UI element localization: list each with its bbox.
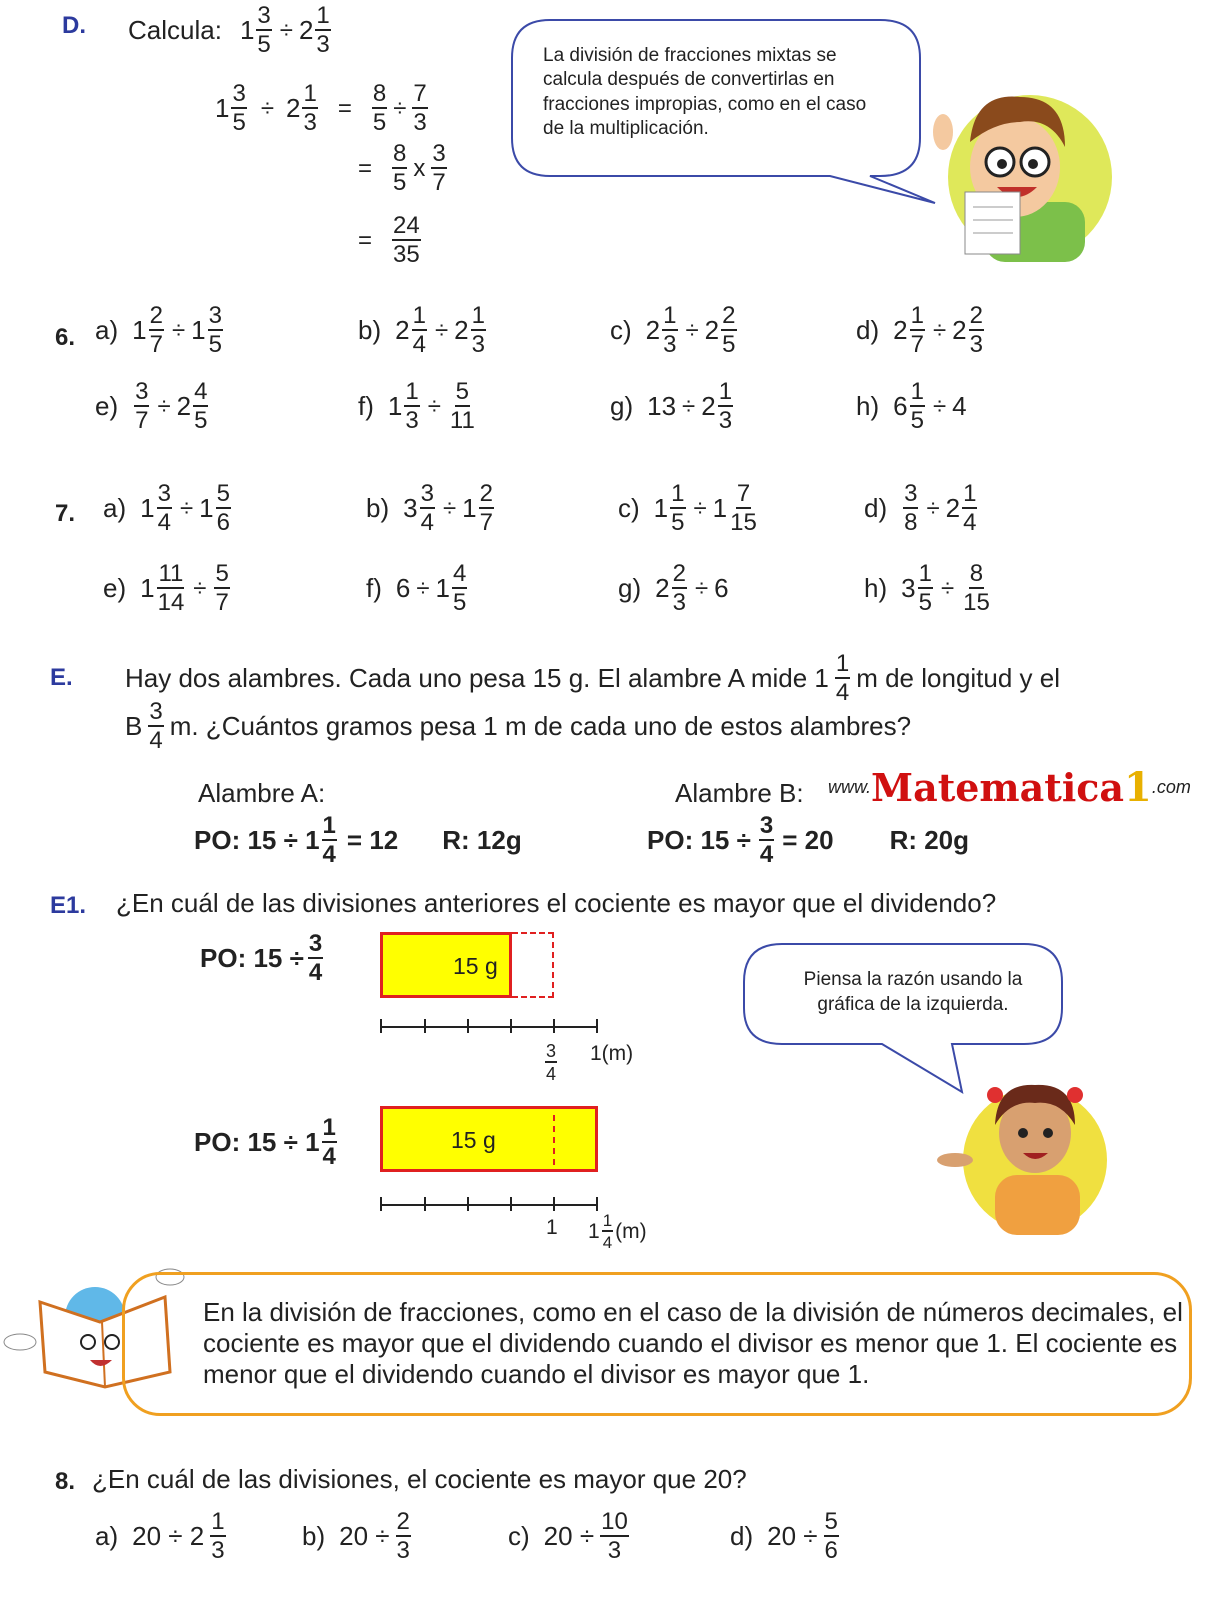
whole: 2 <box>645 315 661 345</box>
section-e1-question: ¿En cuál de las divisiones anteriores el cociente es mayor que el dividendo? <box>116 888 997 918</box>
boy-teacher-illustration <box>925 72 1115 262</box>
step-2: = $\frac{8}{5}$ x 3 7 <box>358 140 446 196</box>
whole: 6 <box>714 573 729 603</box>
whole: 2 <box>704 315 720 345</box>
exercise-item <box>103 562 232 615</box>
tick <box>467 1197 469 1211</box>
fraction: $\frac{1}{4}$ <box>412 302 426 358</box>
tick <box>510 1197 512 1211</box>
fraction: $\frac{3}{7}$ <box>135 378 149 434</box>
divide-sign: ÷ <box>171 316 186 344</box>
fraction: 1 4 <box>963 480 977 536</box>
divide-sign: ÷ <box>685 316 699 344</box>
note-box <box>122 1272 1192 1416</box>
whole: 1 <box>462 493 477 523</box>
whole: 13 <box>647 391 677 421</box>
item-letter: f) <box>366 573 382 603</box>
ex7-number: 7. <box>55 500 76 527</box>
section-d-problem <box>128 4 333 57</box>
girl-illustration <box>935 1065 1120 1235</box>
number-line-2 <box>380 1204 598 1206</box>
whole: 1 <box>435 573 450 603</box>
tick <box>467 1019 469 1033</box>
fraction: $\frac{3}{4}$ <box>420 480 434 536</box>
whole: 2 <box>176 391 192 421</box>
item-letter: a) <box>95 315 119 345</box>
whole: 2 <box>454 315 469 345</box>
divide-sign: ÷ <box>434 316 449 344</box>
fraction: $\frac{2}{3}$ <box>396 1508 410 1564</box>
divide-sign: ÷ <box>932 392 947 420</box>
dashed-extension <box>512 932 554 998</box>
prompt-text: Calcula: <box>128 15 222 45</box>
ex8-item: c) 20 ÷ $\frac{10}{3}$ <box>508 1508 628 1564</box>
item-letter: a) <box>103 493 127 523</box>
exercise-item <box>856 304 986 357</box>
section-e1-label: E1. <box>50 892 87 919</box>
tick <box>553 1197 555 1211</box>
fraction: 2 3 <box>969 302 983 358</box>
fraction: $\frac{3}{8}$ <box>904 480 918 536</box>
whole: 1 <box>239 15 255 45</box>
ex8-question: ¿En cuál de las divisiones, el cociente es mayor que 20? <box>92 1464 747 1494</box>
fraction: 7 15 <box>730 480 757 536</box>
bar-label: 15 g <box>453 953 498 979</box>
tick <box>424 1197 426 1211</box>
fraction: $\frac{3}{4}$ <box>157 480 171 536</box>
wire-a-title: Alambre A: <box>198 778 326 808</box>
whole: 1 <box>712 493 728 523</box>
exercise-item <box>358 380 478 433</box>
exercise-item <box>864 482 979 535</box>
fraction: $\frac{1}{3}$ <box>405 378 419 434</box>
section-e-line2: B 3 4 m. ¿Cuántos gramos pesa 1 m de cada uno de estos alambres? <box>125 698 912 754</box>
divide-sign: ÷ <box>682 392 696 420</box>
fraction: $\frac{11}{14}$ <box>157 560 185 616</box>
fraction: 2 5 <box>722 302 736 358</box>
whole: 3 <box>403 493 418 523</box>
fraction: $\frac{10}{3}$ <box>601 1508 628 1564</box>
whole: 1 <box>132 315 147 345</box>
wire-b-po: PO: 15 ÷ $\frac{3}{4}$ = 20 R: 20g <box>647 812 970 868</box>
whole: 6 <box>893 391 908 421</box>
fraction: $\frac{3}{5}$ <box>257 2 271 58</box>
divide-sign: ÷ <box>157 392 171 420</box>
fraction: 1 3 <box>211 1508 225 1564</box>
fraction: $\frac{5}{7}$ <box>215 560 229 616</box>
tick <box>380 1019 382 1033</box>
fraction: $\frac{2}{7}$ <box>149 302 163 358</box>
fraction: 2 7 <box>479 480 493 536</box>
fraction: $\frac{1}{3}$ <box>663 302 677 358</box>
fraction: $\frac{1}{7}$ <box>910 302 924 358</box>
exercise-item <box>103 482 233 535</box>
ex6-number: 6. <box>55 324 76 351</box>
dashed-marker <box>553 1115 555 1165</box>
weight-bar-2 <box>380 1106 598 1172</box>
fraction: $\frac{1}{5}$ <box>918 560 932 616</box>
fraction: $\frac{1}{5}$ <box>910 378 924 434</box>
item-letter: c) <box>618 493 640 523</box>
item-letter: d) <box>864 493 888 523</box>
op: ÷ <box>279 16 293 44</box>
whole: 2 <box>395 315 410 345</box>
note-text: En la división de fracciones, como en el caso de la división de números decimales, el cociente es mayor que el dividendo cuando el divisor es menor que 1. El cociente es menor que el dividendo cuando el divisor es mayor que 1. <box>203 1297 1183 1390</box>
ex8-item: b) 20 ÷ $\frac{2}{3}$ <box>302 1508 410 1564</box>
divide-sign: ÷ <box>427 392 441 420</box>
step-3: = $\frac{24}{35}$ <box>358 212 420 268</box>
tick <box>553 1019 555 1033</box>
tick-label-1: 1 <box>546 1216 558 1239</box>
divide-sign: ÷ <box>694 574 709 602</box>
tick <box>380 1197 382 1211</box>
whole: 3 <box>901 573 916 603</box>
item-letter: d) <box>856 315 880 345</box>
divide-sign: ÷ <box>693 494 707 522</box>
divide-sign: ÷ <box>932 316 947 344</box>
tick <box>596 1019 598 1033</box>
item-letter: g) <box>618 573 642 603</box>
tick <box>596 1197 598 1211</box>
exercise-item <box>864 562 993 615</box>
fraction: 1 3 <box>316 2 330 58</box>
weight-bar-1 <box>380 932 512 998</box>
bar-label: 15 g <box>451 1127 496 1153</box>
exercise-item <box>856 380 967 433</box>
item-letter: f) <box>358 391 374 421</box>
divide-sign: ÷ <box>940 574 955 602</box>
divide-sign: ÷ <box>442 494 457 522</box>
ex8-number: 8. <box>55 1468 76 1495</box>
exercise-item <box>358 304 488 357</box>
item-letter: e) <box>103 573 127 603</box>
item-letter: b) <box>358 315 382 345</box>
exercise-item <box>95 304 225 357</box>
whole: 2 <box>893 315 908 345</box>
ex8-item: a) 20 ÷ 2 1 3 <box>95 1508 225 1564</box>
exercise-item <box>95 380 210 433</box>
divide-sign: ÷ <box>416 574 430 602</box>
wire-a-po: PO: 15 ÷ 1 $\frac{1}{4}$ = 12 R: 12g <box>194 812 522 868</box>
item-letter: h) <box>856 391 880 421</box>
tick <box>424 1019 426 1033</box>
tick-label-3-4: $\frac{3}{4}$ <box>546 1041 557 1084</box>
whole: 1 <box>653 493 669 523</box>
wire-b-title: Alambre B: <box>675 778 804 808</box>
whole: 2 <box>655 573 670 603</box>
whole: 1 <box>387 391 403 421</box>
exercise-item <box>366 482 496 535</box>
fraction: $\frac{2}{3}$ <box>672 560 686 616</box>
fraction: $\frac{5}{11}$ <box>449 378 475 434</box>
fraction: $\frac{5}{6}$ <box>824 1508 838 1564</box>
tick-label-end-2: 1 1 4 (m) <box>588 1211 647 1252</box>
exercise-item <box>618 482 760 535</box>
whole: 2 <box>701 391 716 421</box>
exercise-item <box>618 562 729 615</box>
fraction: $\frac{8}{15}$ <box>963 560 990 616</box>
whole: 2 <box>952 315 967 345</box>
item-letter: e) <box>95 391 119 421</box>
tick-label-end-1: 1(m) <box>590 1042 634 1065</box>
item-letter: c) <box>610 315 632 345</box>
item-letter: b) <box>366 493 390 523</box>
whole: 2 <box>298 15 314 45</box>
section-d-label: D. <box>62 12 86 39</box>
bubble-e1-text: Piensa la razón usando la gráfica de la izquierda. <box>803 969 1023 1015</box>
fraction: 4 5 <box>453 560 467 616</box>
ex8-item: d) 20 ÷ $\frac{5}{6}$ <box>730 1508 838 1564</box>
divide-sign: ÷ <box>193 574 207 602</box>
fraction: $\frac{1}{5}$ <box>671 480 685 536</box>
section-e-line1: Hay dos alambres. Cada uno pesa 15 g. El alambre A mide 1 1 4 m de longitud y el <box>125 650 1061 706</box>
item-letter: h) <box>864 573 888 603</box>
fraction: 1 3 <box>718 378 733 434</box>
whole: 1 <box>140 493 155 523</box>
e1-po1: PO: 15 ÷ $\frac{3}{4}$ <box>200 930 323 986</box>
step-1: 1 $\frac{3}{5}$ ÷ 2 $\frac{1}{3}$ = $\frac{8}{5}$ ÷ $\frac{7}{3}$ <box>215 80 427 136</box>
section-e-label: E. <box>50 664 73 691</box>
exercise-item <box>610 304 739 357</box>
fraction: 1 3 <box>471 302 485 358</box>
bubble-d-text: La división de fracciones mixtas se calcula después de convertirlas en fracciones impropias, como en el caso de la multiplicación. <box>543 45 867 139</box>
fraction: 5 6 <box>216 480 230 536</box>
divide-sign: ÷ <box>179 494 194 522</box>
e1-po2: PO: 15 ÷ 1 1 4 <box>194 1114 336 1170</box>
item-letter: g) <box>610 391 634 421</box>
whole: 6 <box>395 573 411 603</box>
whole: 4 <box>952 391 967 421</box>
exercise-item <box>366 562 469 615</box>
whole: 2 <box>945 493 961 523</box>
tick <box>510 1019 512 1033</box>
fraction: 3 5 <box>208 302 222 358</box>
whole: 1 <box>199 493 214 523</box>
whole: 1 <box>140 573 155 603</box>
exercise-item <box>610 380 735 433</box>
fraction: 4 5 <box>194 378 208 434</box>
whole: 1 <box>191 315 206 345</box>
brand-watermark: www. Matematica 1 .com <box>828 764 1191 811</box>
number-line-1 <box>380 1026 598 1028</box>
divide-sign: ÷ <box>926 494 940 522</box>
